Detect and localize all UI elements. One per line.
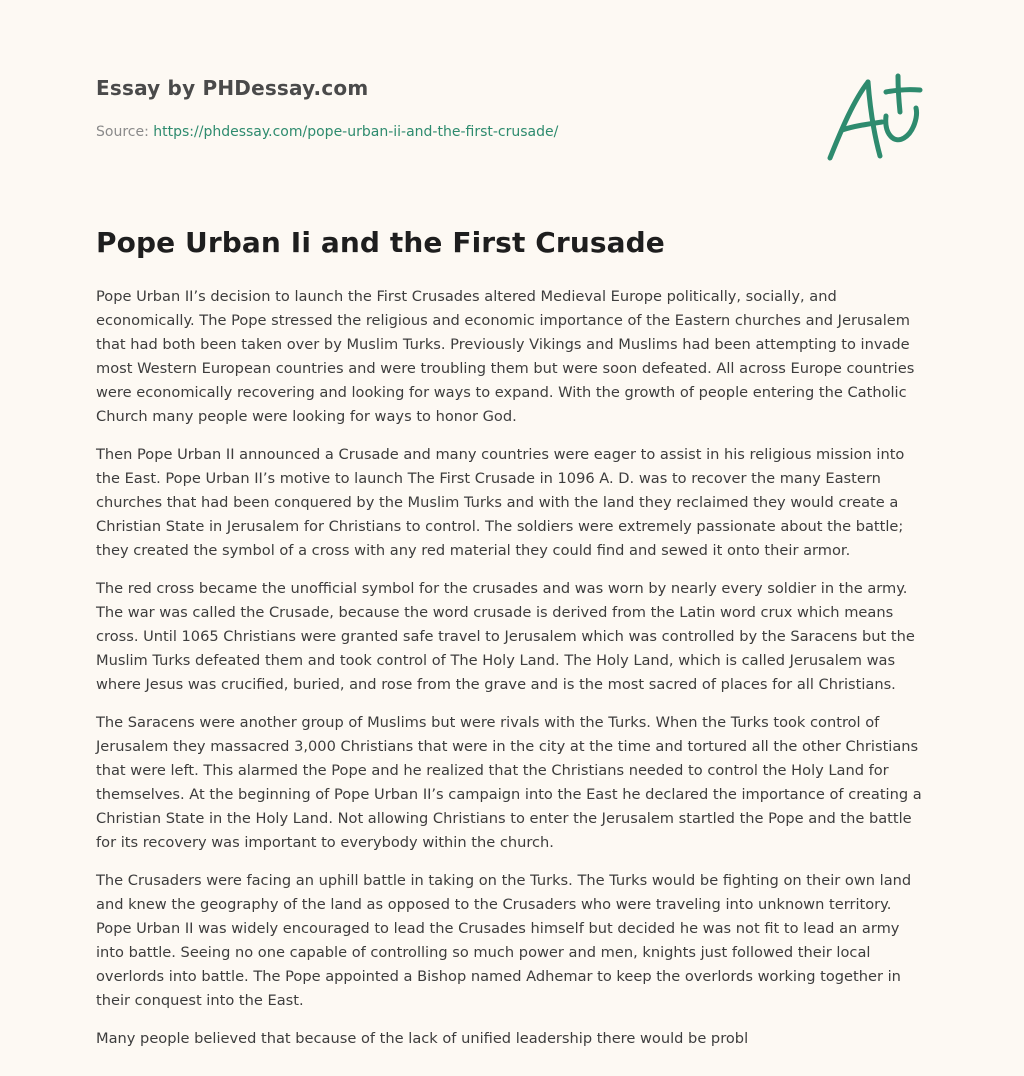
paragraph-1: Pope Urban II’s decision to launch the First Crusades altered Medieval Europe politically, socially, and economically. The Pope stressed the religious and economic importance of the Eastern churches and Jerusalem that had both been taken over by Muslim Turks. Previously Vikings and Muslims had been attempting to invade most Western European countries and were troubling them but were soon defeated. All across Europe countries were economically recovering and looking for ways to expand. With the growth of people entering the Catholic Church many people were looking for ways to honor God. — [96, 288, 915, 425]
paragraph-2: Then Pope Urban II announced a Crusade and many countries were eager to assist in his religious mission into the East. Pope Urban II’s motive to launch The First Crusade in 1096 A. D. was to recover the many Eastern churches that had been conquered by the Muslim Turks and with the land they reclaimed they would create a Christian State in Jerusalem for Christians to control. The soldiers were extremely passionate about the battle; they created the symbol of a cross with any red material they could find and sewed it onto their armor. — [96, 446, 905, 559]
paragraph-4: The Saracens were another group of Muslims but were rivals with the Turks. When the Turks took control of Jerusalem they massacred 3,000 Christians that were in the city at the time and tortured all the other Christians that were left. This alarmed the Pope and he realized that the Christians needed to control the Holy Land for themselves. At the beginning of Pope Urban II’s campaign into the East he declared the importance of creating a Christian State in the Holy Land. Not allowing Christians to enter the Jerusalem startled the Pope and the battle for its recovery was important to everybody within the church. — [96, 714, 922, 851]
paragraph-5: The Crusaders were facing an uphill battle in taking on the Turks. The Turks would be fighting on their own land and knew the geography of the land as opposed to the Crusaders who were traveling into unknown territory. Pope Urban II was widely encouraged to lead the Crusades himself but decided he was not fit to lead an army into battle. Seeing no one capable of controlling so much power and men, knights just followed their local overlords into battle. The Pope appointed a Bishop named Adhemar to keep the overlords working together in their conquest into the East. — [96, 872, 912, 1009]
a-plus-logo-icon — [820, 68, 930, 168]
source-label: Source: — [96, 124, 154, 140]
paragraph-6: Many people believed that because of the lack of unified leadership there would be probl — [96, 1030, 749, 1047]
site-title: Essay by PHDessay.com — [96, 76, 369, 100]
essay-title: Pope Urban Ii and the First Crusade — [96, 226, 665, 259]
paragraph-3: The red cross became the unofficial symbol for the crusades and was worn by nearly every soldier in the army. The war was called the Crusade, because the word crusade is derived from the Latin word crux which means cross. Until 1065 Christians were granted safe travel to Jerusalem which was controlled by the Saracens but the Muslim Turks defeated them and took control of The Holy Land. The Holy Land, which is called Jerusalem was where Jesus was crucified, buried, and rose from the grave and is the most sacred of places for all Christians. — [96, 580, 915, 693]
source-link[interactable]: https://phdessay.com/pope-urban-ii-and-the-first-crusade/ — [153, 124, 559, 140]
essay-body — [96, 285, 928, 1065]
source-line — [96, 124, 558, 140]
